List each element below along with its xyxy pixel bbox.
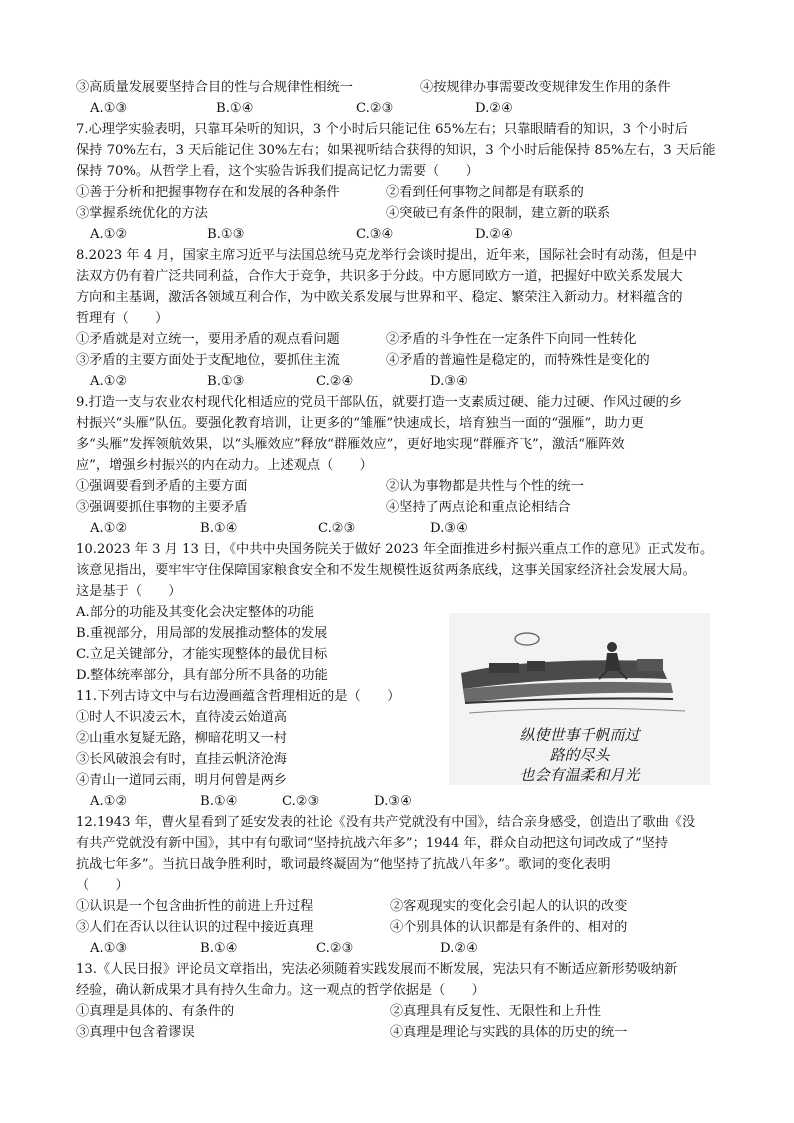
cartoon-illustration [449, 613, 710, 785]
text-line: 抗战七年多”。当抗日战争胜利时，歌词最终凝固为“他坚持了抗战八年多”。歌词的变化表明 [76, 857, 611, 872]
text-line: D.②④ [475, 101, 513, 116]
text-line: B.①④ [216, 101, 254, 116]
text-line: 8.2023 年 4 月，国家主席习近平与法国总统马克龙举行会谈时提出，近年来，国际社会时有动荡，但是中 [76, 248, 697, 263]
text-line: ②矛盾的斗争性在一定条件下向同一性转化 [386, 332, 637, 347]
text-line: ②认为事物都是共性与个性的统一 [386, 479, 584, 494]
text-line: A.①② [90, 374, 128, 389]
text-line: ③矛盾的主要方面处于支配地位，要抓住主流 [76, 353, 340, 368]
text-line: ④矛盾的普遍性是稳定的，而特殊性是变化的 [386, 353, 650, 368]
text-line: （ ） [76, 878, 129, 893]
text-line: A.①③ [90, 941, 128, 956]
text-line: 10.2023 年 3 月 13 日，《中共中央国务院关于做好 2023 年全面推进乡村振兴重点工作的意见》正式发布。 [76, 542, 714, 557]
text-line: ③长风破浪会有时，直挂云帆济沧海 [76, 752, 287, 767]
text-line: A.①② [90, 794, 128, 809]
text-line: B.①④ [200, 941, 238, 956]
text-line: C.②④ [316, 374, 354, 389]
text-line: ②真理具有反复性、无限性和上升性 [390, 1004, 601, 1019]
text-line: 村振兴“头雁”队伍。要强化教育培训，让更多的“雏雁”快速成长，培育独当一面的“强雁”，助力更 [76, 416, 644, 431]
text-line: 方向和主基调，激活各领域互利合作，为中欧关系发展与世界和平、稳定、繁荣注入新动力。材料蕴含的 [76, 290, 683, 305]
text-line: B.①④ [200, 521, 238, 536]
text-line: ②山重水复疑无路，柳暗花明又一村 [76, 731, 287, 746]
text-line: 12.1943 年，曹火星看到了延安发表的社论《没有共产党就没有中国》，结合亲身感受，创造出了歌曲《没 [76, 815, 696, 830]
cartoon-caption-line-3: 也会有温柔和月光 [519, 766, 640, 784]
text-line: D.整体统率部分，具有部分所不具备的功能 [76, 668, 328, 683]
text-line: ①善于分析和把握事物存在和发展的各种条件 [76, 185, 340, 200]
text-line: C.②③ [282, 794, 320, 809]
text-line: 11.下列古诗文中与右边漫画蕴含哲理相近的是（ ） [76, 689, 401, 704]
text-line: ②看到任何事物之间都是有联系的 [386, 185, 584, 200]
text-line: ④个别具体的认识都是有条件的、相对的 [390, 920, 628, 935]
text-line: 哲理有（ ） [76, 311, 169, 326]
text-line: ③真理中包含着谬误 [76, 1025, 195, 1040]
text-line: ④突破已有条件的限制，建立新的联系 [386, 206, 611, 221]
text-line: 该意见指出，要牢牢守住保障国家粮食安全和不发生规模性返贫两条底线，这事关国家经济社会发展大局。 [76, 563, 696, 578]
text-line: 有共产党就没有新中国》，其中有句歌词“坚持抗战六年多”；1944 年，群众自动把这句词改成了“坚持 [76, 836, 669, 851]
text-line: 9.打造一支与农业农村现代化相适应的党员干部队伍，就要打造一支素质过硬、能力过硬、作风过硬的乡 [76, 395, 683, 410]
text-line: D.③④ [430, 521, 468, 536]
text-line: ④坚持了两点论和重点论相结合 [386, 500, 571, 515]
text-line: B.①③ [207, 374, 245, 389]
text-line: C.②③ [356, 101, 394, 116]
text-line: C.立足关键部分，才能实现整体的最优目标 [76, 647, 328, 662]
text-line: ④真理是理论与实践的具体的历史的统一 [390, 1025, 628, 1040]
text-line: ①时人不识凌云木，直待凌云始道高 [76, 710, 287, 725]
text-line: A.部分的功能及其变化会决定整体的功能 [76, 605, 314, 620]
text-line: D.③④ [374, 794, 412, 809]
text-line: ③掌握系统优化的方法 [76, 206, 208, 221]
text-line: ④按规律办事需要改变规律发生作用的条件 [420, 80, 671, 95]
text-line: C.②③ [318, 521, 356, 536]
text-line: ①强调要看到矛盾的主要方面 [76, 479, 248, 494]
text-line: 保持 70%。从哲学上看，这个实验告诉我们提高记忆力需要（ ） [76, 164, 479, 179]
text-line: ③高质量发展要坚持合目的性与合规律性相统一 [76, 80, 353, 95]
text-line: 经验，确认新成果才具有持久生命力。这一观点的哲学依据是（ ） [76, 983, 485, 998]
text-line: ③强调要抓住事物的主要矛盾 [76, 500, 248, 515]
text-line: 法双方仍有着广泛共同利益，合作大于竞争，共识多于分歧。中方愿同欧方一道，把握好中欧关系发展大 [76, 269, 683, 284]
text-line: A.①③ [90, 101, 128, 116]
text-line: D.②④ [475, 227, 513, 242]
text-line: ①矛盾就是对立统一，要用矛盾的观点看问题 [76, 332, 340, 347]
text-line: 应”，增强乡村振兴的内在动力。上述观点（ ） [76, 458, 373, 473]
text-line: 这是基于（ ） [76, 584, 182, 599]
cartoon-caption-line-1: 纵使世事千帆而过 [519, 726, 640, 744]
text-line: 13.《人民日报》评论员文章指出，宪法必须随着实践发展而不断发展，宪法只有不断适应新形势吸纳新 [76, 962, 678, 977]
cartoon-caption-line-2: 路的尽头 [549, 746, 610, 764]
text-line: D.②④ [440, 941, 478, 956]
text-line: C.③④ [356, 227, 394, 242]
text-line: A.①② [90, 521, 128, 536]
text-line: ④青山一道同云雨，明月何曾是两乡 [76, 773, 287, 788]
text-line: C.②③ [316, 941, 354, 956]
text-line: B.①③ [207, 227, 245, 242]
text-line: D.③④ [430, 374, 468, 389]
text-line: B.重视部分，用局部的发展推动整体的发展 [76, 626, 328, 641]
text-line: ②客观现实的变化会引起人的认识的改变 [390, 899, 628, 914]
text-line: 7.心理学实验表明，只靠耳朵听的知识，3 个小时后只能记住 65%左右；只靠眼睛看的知识，3 个小时后 [76, 122, 688, 137]
text-line: 多“头雁”发挥领航效果，以“头雁效应”释放“群雁效应”，更好地实现“群雁齐飞”，激活“雁阵效 [76, 437, 625, 452]
text-line: A.①② [90, 227, 128, 242]
text-line: B.①④ [200, 794, 238, 809]
text-line: ①认识是一个包含曲折性的前进上升过程 [76, 899, 314, 914]
text-line: 保持 70%左右，3 天后能记住 30%左右；如果视听结合获得的知识，3 个小时后能保持 85%左右，3 天后能 [76, 143, 716, 158]
text-line: ①真理是具体的、有条件的 [76, 1004, 235, 1019]
text-line: ③人们在否认以往认识的过程中接近真理 [76, 920, 314, 935]
